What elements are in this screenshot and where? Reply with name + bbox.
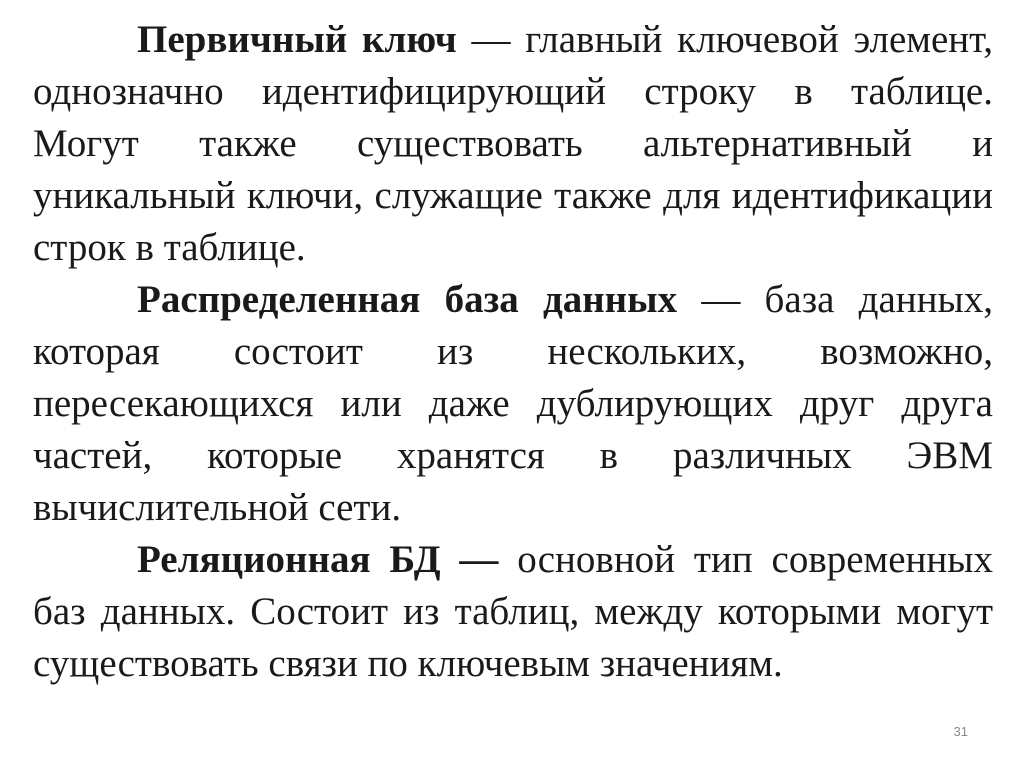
definition-text-primary-key: — главный ключевой элемент, однозначно идентифицирующий строку в таблице. Могут также существовать альтернативный и уникальный ключи, служащие также для идентификации строк в таблице. (33, 18, 993, 269)
page-number: 31 (953, 724, 968, 739)
definition-relational-db (33, 534, 993, 690)
definition-primary-key (33, 14, 993, 274)
definition-distributed-db (33, 274, 993, 534)
term-primary-key: Первичный ключ (137, 18, 457, 61)
definition-text-distributed-db: — база данных, которая состоит из нескольких, возможно, пересекающихся или даже дублирующих друг друга частей, которые хранятся в различных ЭВМ вычислительной сети. (33, 278, 994, 529)
slide-body (33, 14, 993, 690)
definition-text-relational-db: основной тип современных баз данных. Состоит из таблиц, между которыми могут существовать связи по ключевым значениям. (33, 538, 993, 685)
term-relational-db: Реляционная БД — (137, 538, 499, 581)
term-distributed-db: Распределенная база данных (137, 278, 678, 321)
